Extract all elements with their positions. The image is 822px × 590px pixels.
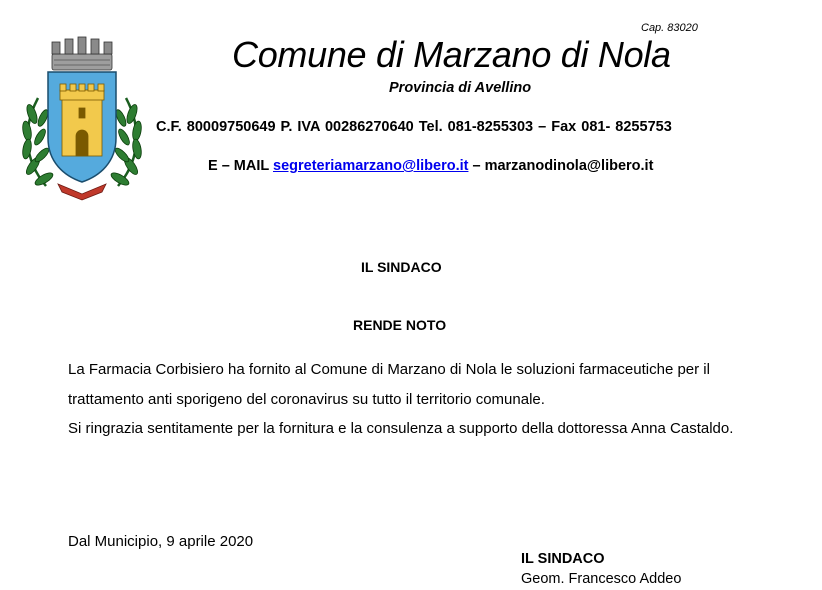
page-title: Comune di Marzano di Nola <box>232 34 671 75</box>
secondary-email: – marzanodinola@libero.it <box>468 158 654 174</box>
email-label: E – MAIL <box>208 158 273 174</box>
notice-paragraph: Si ringrazia sentitamente per la fornitura e la consulenza a supporto della dottoressa Anna Castaldo. <box>68 420 734 437</box>
fiscal-contact-line: C.F. 80009750649 P. IVA 00286270640 Tel. 081-8255303 – Fax 081- 8255753 <box>156 119 672 135</box>
email-line <box>208 158 653 174</box>
postal-code: Cap. 83020 <box>641 22 698 34</box>
signer-role: IL SINDACO <box>521 551 605 567</box>
notice-paragraph: La Farmacia Corbisiero ha fornito al Comune di Marzano di Nola le soluzioni farmaceutiche per il trattamento anti sporigeno del coronavirus su tutto il territorio comunale. <box>68 361 710 408</box>
municipal-crest-icon <box>18 36 146 202</box>
notice-heading: IL SINDACO <box>361 259 442 275</box>
province-label: Provincia di Avellino <box>389 80 532 96</box>
signer-name: Geom. Francesco Addeo <box>521 571 682 587</box>
notice-body <box>68 355 788 444</box>
email-link[interactable]: segreteriamarzano@libero.it <box>273 158 469 174</box>
place-date: Dal Municipio, 9 aprile 2020 <box>68 533 254 550</box>
notice-subheading: RENDE NOTO <box>353 317 447 333</box>
